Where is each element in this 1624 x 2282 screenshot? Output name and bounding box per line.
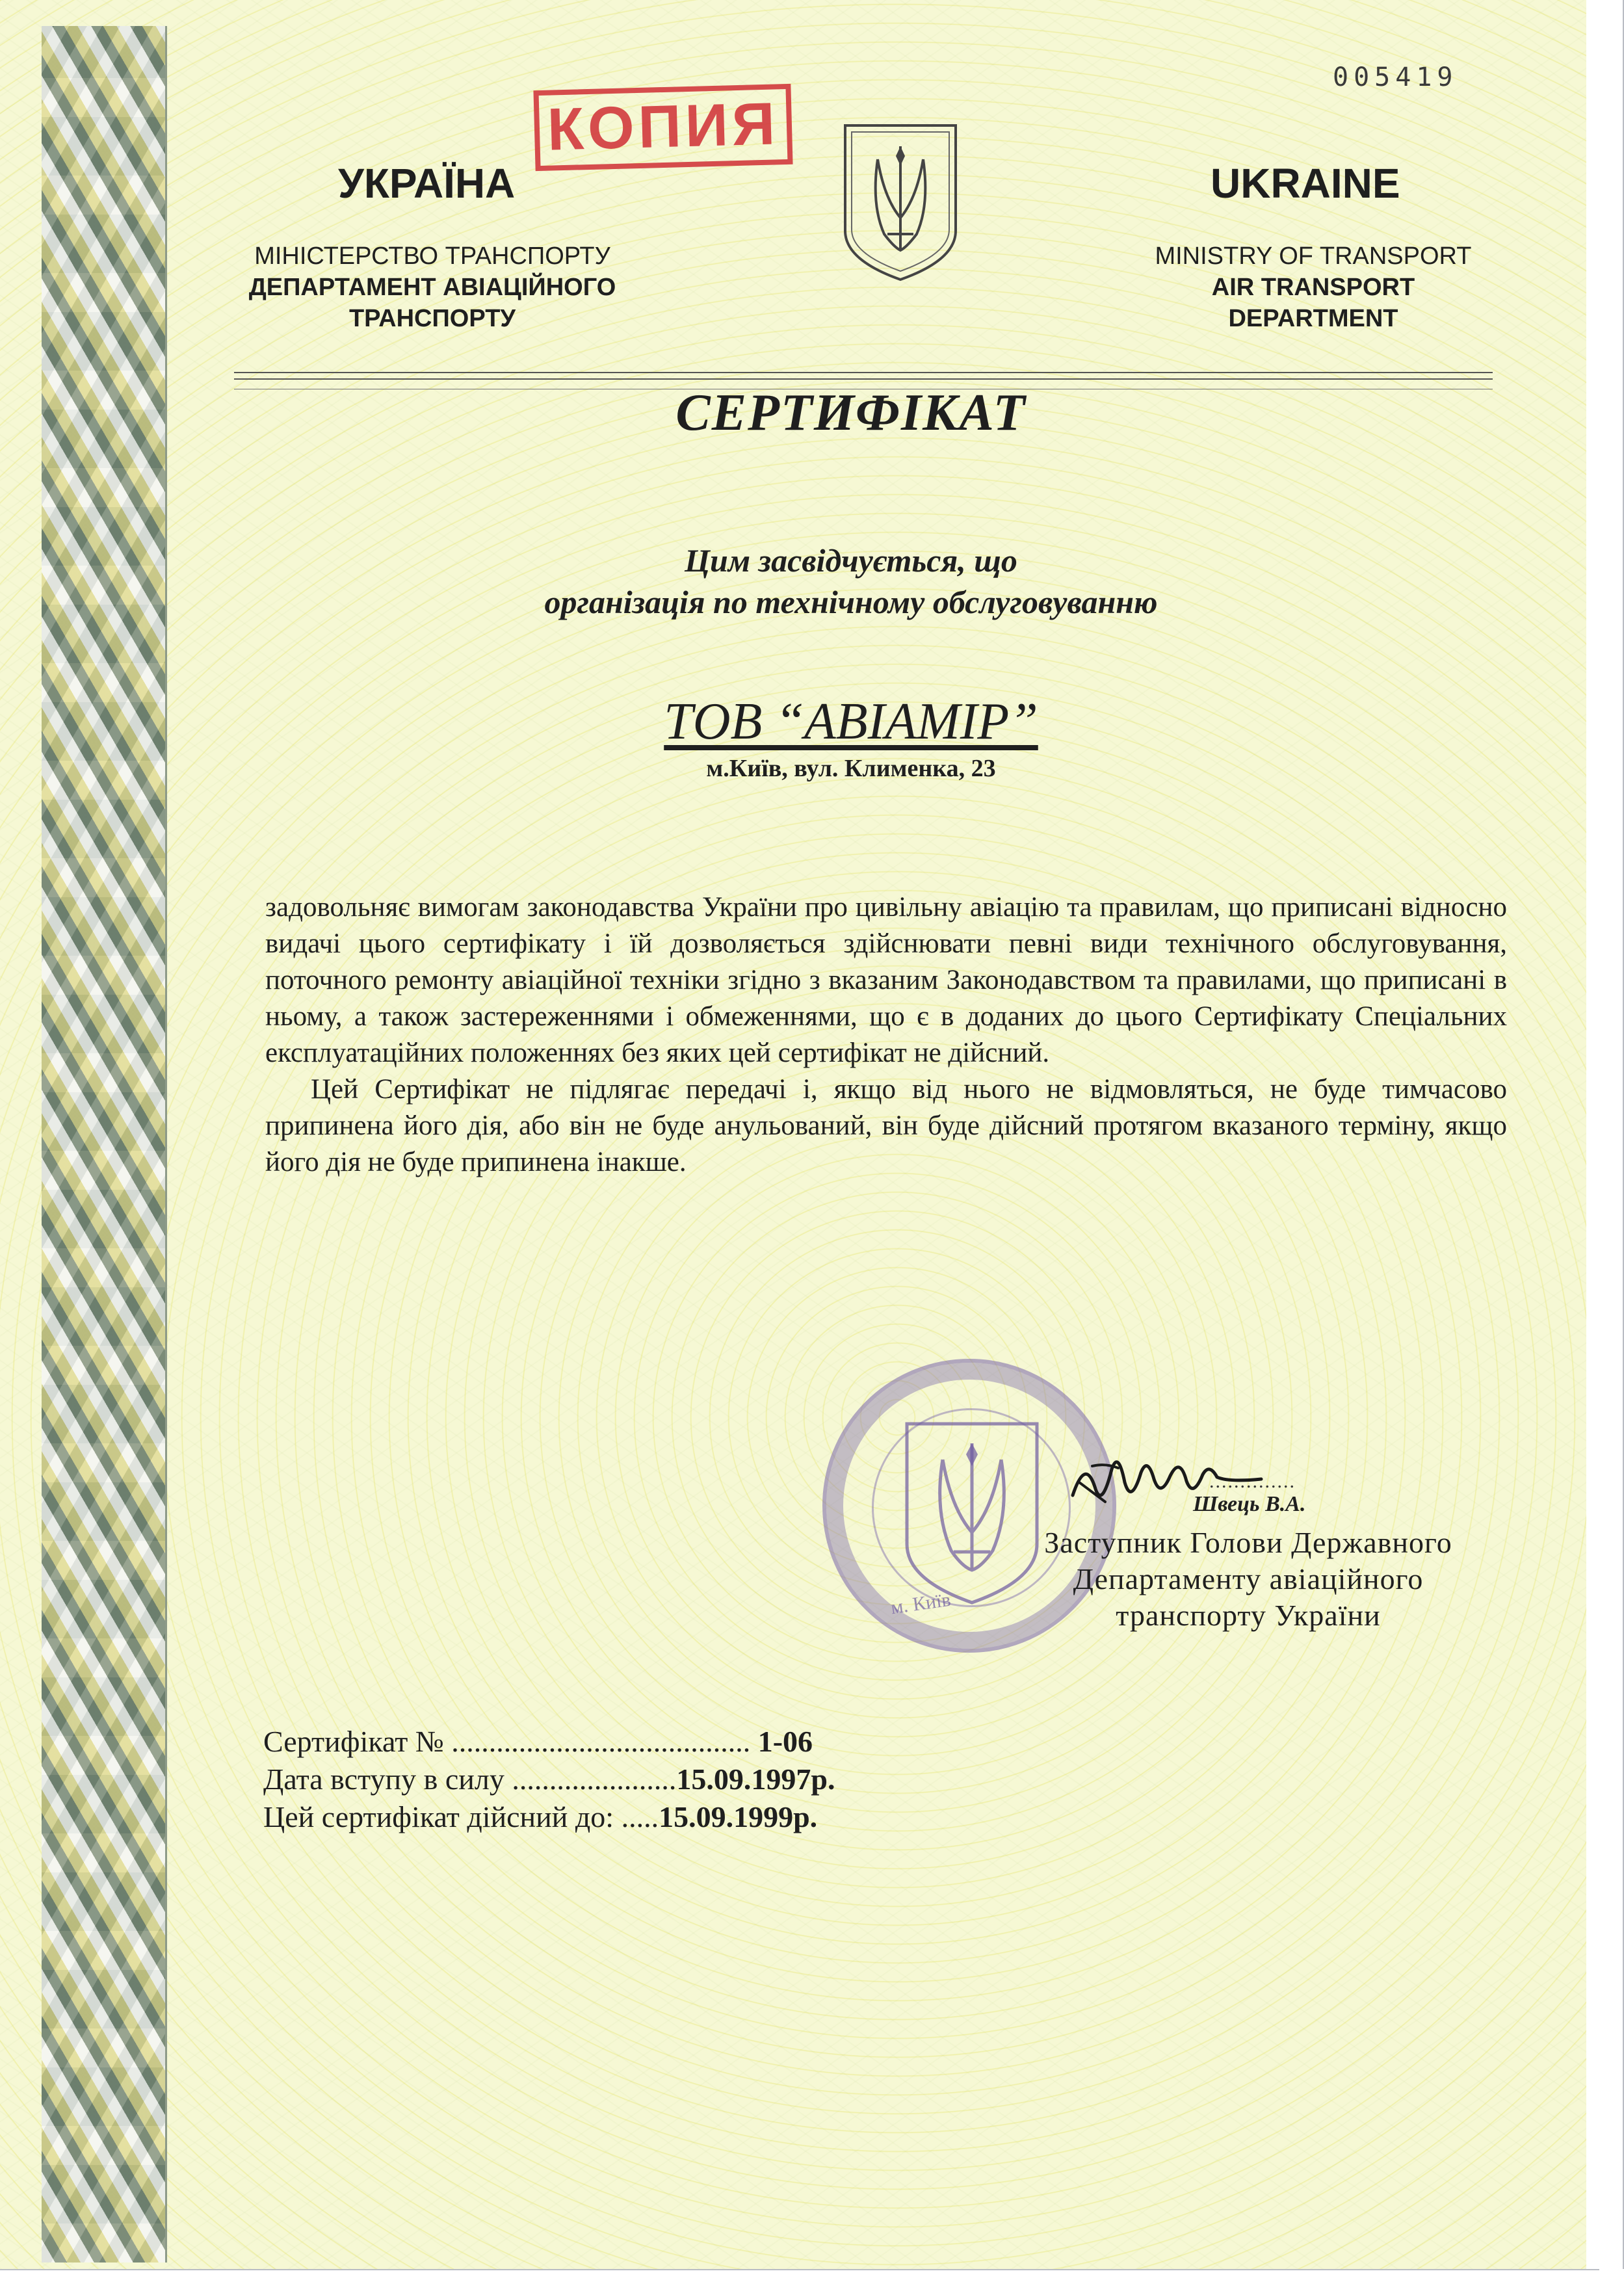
header-rule-middle [234,378,1493,380]
department-ua-line2: ТРАНСПОРТУ [348,305,516,332]
effective-date-row [263,1761,835,1798]
intro-text [0,540,1624,623]
effective-date-label: Дата вступу в силу ...................... [263,1763,677,1796]
valid-until-row [263,1798,835,1836]
body-paragraph-1: задовольняє вимогам законодавства України про цивільну авіацію та правилам, що приписані відносно видачі цього сертифікату і їй дозволяється здійснювати певні види технічного обслуговування, поточного ремонту авіаційної техніки згідно з вказаним Законодавством та правилами, що приписані в ньому, а також застереженнями і обмеженнями, що є в доданих до цього Сертифікату Спеціальних експлуатаційних положеннях без яких цей сертифікат не дійсний. [265,892,1507,1068]
country-ua: УКРАЇНА [338,160,516,207]
trident-emblem-icon [839,120,962,283]
cert-number-label: Сертифікат № ........................................ [263,1725,751,1758]
ministry-ua: МІНІСТЕРСТВО ТРАНСПОРТУ [254,243,610,270]
scan-edge-bottom [0,2269,1599,2270]
certificate-body [265,889,1507,1181]
department-en-line1: AIR TRANSPORT [1211,274,1415,301]
certificate-details [263,1723,835,1836]
serial-number: 005419 [1333,62,1458,92]
organization-name: ТОВ “АВІАМІР” [664,693,1038,750]
department-en-line2: DEPARTMENT [1228,305,1398,332]
header-rule-top [234,372,1493,373]
organization-address: м.Київ, вул. Клименка, 23 [706,755,996,782]
signer-title [1014,1525,1482,1634]
intro-line-2: організація по технічному обслуговуванню [544,584,1158,620]
effective-date-value: 15.09.1997р. [676,1763,835,1796]
body-paragraph-2: Цей Сертифікат не підлягає передачі і, якщо від нього не відмовляться, не буде тимчасово припинена його дія, або він не буде анульований, він буде дійсний протягом вказаного терміну, якщо його дія не буде припинена інакше. [265,1074,1507,1177]
signer-title-line-1: Заступник Голови Державного [1044,1526,1452,1559]
valid-until-label: Цей сертифікат дійсний до: ..... [263,1800,659,1833]
signer-title-line-3: транспорту України [1116,1599,1381,1632]
signer-title-line-2: Департаменту авіаційного [1073,1562,1424,1595]
seal-city-text: м. Київ [889,1588,952,1619]
certificate-title: СЕРТИФІКАТ [675,384,1027,441]
valid-until-value: 15.09.1999р. [659,1800,818,1833]
signer-name: Швець В.А. [1193,1492,1306,1516]
copy-stamp: КОПИЯ [533,84,792,171]
cert-number-row [263,1723,835,1761]
intro-line-1: Цим засвідчується, що [685,542,1017,579]
country-en: UKRAINE [1211,160,1400,207]
ministry-block-en [1131,241,1495,334]
ministry-en: MINISTRY OF TRANSPORT [1155,243,1472,270]
cert-number-value: 1-06 [757,1725,813,1758]
signature-dots: .............. [1209,1471,1296,1492]
department-ua-line1: ДЕПАРТАМЕНТ АВІАЦІЙНОГО [248,274,616,301]
ministry-block-ua [228,241,637,334]
hologram-strip [42,26,167,2262]
